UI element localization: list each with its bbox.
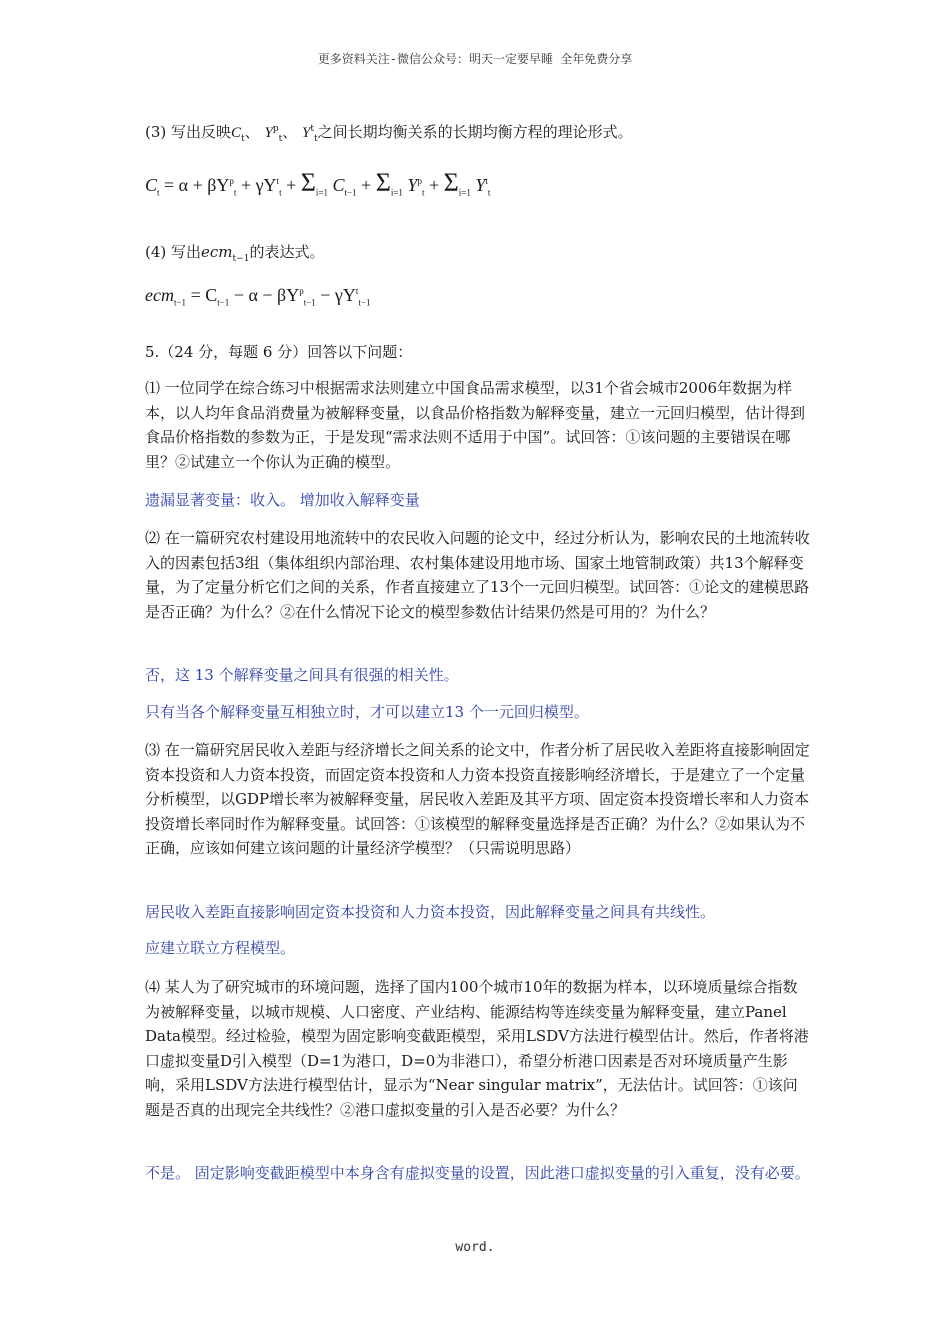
answer-4: 不是。 固定影响变截距模型中本身含有虚拟变量的设置，因此港口虚拟变量的引入重复，没有必要。 bbox=[145, 1164, 810, 1182]
question-3: ⑶ 在一篇研究居民收入差距与经济增长之间关系的论文中，作者分析了居民收入差距将直接影响固定资本投资和人力资本投资，而固定资本投资和人力资本投资直接影响经济增长，于是建立了一个定量分析模型，以GDP增长率为被解释变量，居民收入差距及其平方项、固定资本投资增长率和人力资本投资增长率同时作为解释变量。试回答：①该模型的解释变量选择是否正确？为什么？②如果认为不正确，应该如何建立该问题的计量经济学模型？（只需说明思路） bbox=[145, 741, 810, 857]
section-5-title: 5.（24 分，每题 6 分）回答以下问题： bbox=[145, 343, 413, 361]
ecm-equation: $ecm_{t-1} = C_{t-1} - \alpha - \beta Y^p_{t-1} - \gamma Y^t_{t-1}$ bbox=[145, 285, 371, 308]
answer-3b: 应建立联立方程模型。 bbox=[145, 939, 296, 957]
long-run-equilibrium-equation: $C_t = \alpha + \beta Y^p_t + \gamma Y^t_t + \Sigma_{i=1}$ $C_{t-1} + \Sigma_{i=1}$ $Y^p_t + \Sigma_{i=1}$ $Y^t_t$ bbox=[145, 168, 491, 198]
answer-2b: 只有当各个解释变量互相独立时，才可以建立13 个一元回归模型。 bbox=[145, 703, 589, 721]
question-3-prompt: (3) 写出反映$C_t$、 $Y^p_t$、 $Y^t_t$之间长期均衡关系的长期均衡方程的理论形式。 bbox=[145, 123, 633, 144]
page-header: 更多资料关注-微信公众号：明天一定要早睡 全年免费分享 bbox=[317, 52, 633, 66]
answer-3a: 居民收入差距直接影响固定资本投资和人力资本投资，因此解释变量之间具有共线性。 bbox=[145, 903, 716, 921]
question-4: ⑷ 某人为了研究城市的环境问题，选择了国内100个城市10年的数据为样本，以环境质量综合指数为被解释变量，以城市规模、人口密度、产业结构、能源结构等连续变量为解释变量，建立Panel Data模型。经过检验，模型为固定影响变截距模型，采用LSDV方法进行模型估计。然后，作者将港口虚拟变量D引入模型（D=1为港口，D=0为非港口），希望分析港口因素是否对环境质量产生影响，采用LSDV方法进行模型估计，显示为“Near singular matrix”，无法估计。试回答：①该问题是否真的出现完全共线性？②港口虚拟变量的引入是否必要？为什么？ bbox=[145, 978, 809, 1119]
question-4-prompt: (4) 写出ecm$_{t-1}$的表达式。 bbox=[145, 243, 325, 264]
question-2: ⑵ 在一篇研究农村建设用地流转中的农民收入问题的论文中，经过分析认为，影响农民的土地流转收入的因素包括3组（集体组织内部治理、农村集体建设用地市场、国家土地管制政策）共13个解释变量，为了定量分析它们之间的关系，作者直接建立了13个一元回归模型。试回答：①论文的建模思路是否正确？为什么？②在什么情况下论文的模型参数估计结果仍然是可用的？为什么？ bbox=[145, 529, 810, 621]
answer-2a: 否，这 13 个解释变量之间具有很强的相关性。 bbox=[145, 666, 459, 684]
page-footer: word. bbox=[455, 1240, 495, 1255]
answer-1: 遗漏显著变量：收入。 增加收入解释变量 bbox=[145, 491, 420, 509]
question-1: ⑴ 一位同学在综合练习中根据需求法则建立中国食品需求模型，以31个省会城市2006年数据为样本，以人均年食品消费量为被解释变量，以食品价格指数为解释变量，建立一元回归模型，估计得到食品价格指数的参数为正，于是发现“需求法则不适用于中国”。试回答：①该问题的主要错误在哪里？②试建立一个你认为正确的模型。 bbox=[145, 379, 806, 471]
